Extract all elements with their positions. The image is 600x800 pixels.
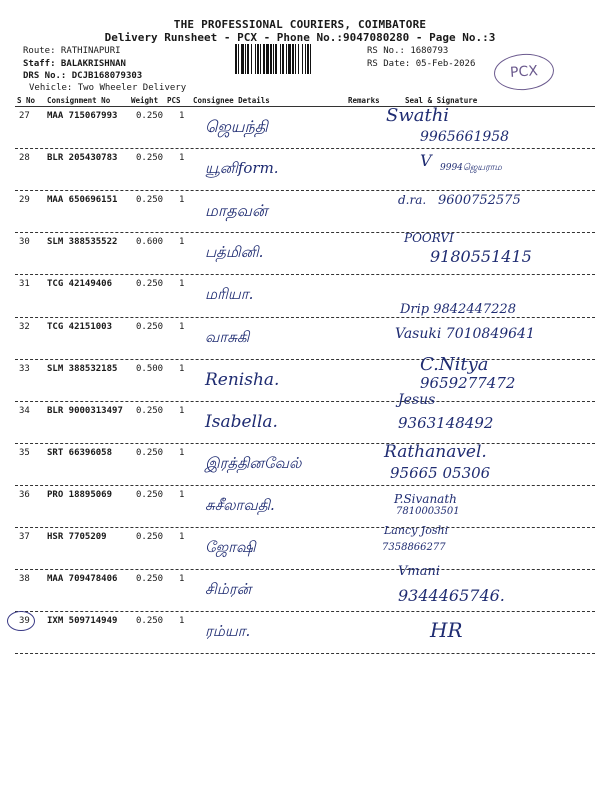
weight: 0.250 xyxy=(136,153,164,164)
row-separator xyxy=(15,653,595,654)
weight: 0.250 xyxy=(136,532,164,542)
signature: Drip 9842447228 xyxy=(400,301,516,317)
signature-phone: 9363148492 xyxy=(398,413,494,432)
pieces: 1 xyxy=(179,279,185,290)
table-row xyxy=(15,612,595,654)
consignee-name: மரியா. xyxy=(205,285,254,304)
table-row xyxy=(15,107,595,149)
table-row xyxy=(15,486,595,528)
serial-number: 28 xyxy=(19,153,30,164)
table-row xyxy=(15,149,595,191)
consignee-name: இரத்தினவேல் xyxy=(205,453,302,472)
serial-number: 37 xyxy=(19,532,30,542)
rs-date: RS Date: 05-Feb-2026 xyxy=(367,58,476,69)
table-row xyxy=(15,391,595,444)
pieces: 1 xyxy=(179,532,185,542)
serial-number: 35 xyxy=(19,447,30,458)
consignment-number: IXM 509714949 xyxy=(47,616,118,627)
weight: 0.250 xyxy=(136,321,164,332)
company-title: THE PROFESSIONAL COURIERS, COIMBATORE xyxy=(173,18,427,31)
col-sno: S No xyxy=(17,96,36,105)
row-39-circle-mark xyxy=(7,611,35,631)
signature: d.ra. xyxy=(398,193,427,208)
pieces: 1 xyxy=(179,489,185,500)
serial-number: 36 xyxy=(19,489,30,500)
serial-number: 27 xyxy=(19,111,30,121)
barcode xyxy=(235,44,363,74)
signature-phone: 7810003501 xyxy=(396,505,460,517)
vehicle-label: Vehicle: Two Wheeler Delivery xyxy=(29,83,187,93)
signature: V xyxy=(420,151,432,171)
table-row xyxy=(15,233,595,275)
route-label: Route: RATHINAPURI xyxy=(23,46,121,56)
serial-number: 30 xyxy=(19,237,30,248)
drs-label: DRS No.: DCJB168079303 xyxy=(23,71,143,81)
weight: 0.250 xyxy=(136,405,164,416)
col-seal: Seal & Signature xyxy=(405,96,478,105)
signature: POORVI xyxy=(404,231,454,246)
table-row xyxy=(15,191,595,233)
rs-number: RS No.: 1680793 xyxy=(367,46,449,56)
consignee-name: சுசீலாவதி. xyxy=(205,495,275,514)
serial-number: 33 xyxy=(19,363,30,374)
pieces: 1 xyxy=(179,195,185,206)
pieces: 1 xyxy=(179,153,185,164)
signature-phone: 9344465746. xyxy=(398,586,505,606)
consignee-name: ஜோஷி xyxy=(205,538,256,556)
table-row xyxy=(15,353,595,402)
signature-phone: 9600752575 xyxy=(438,193,521,209)
consignment-number: SRT 66396058 xyxy=(47,447,113,458)
signature: Lancy Joshi xyxy=(384,524,449,537)
consignee-name: Renisha. xyxy=(205,369,280,390)
signature: Vmani xyxy=(398,564,440,580)
signature-phone: 9180551415 xyxy=(430,247,532,267)
consignment-number: BLR 205430783 xyxy=(47,153,118,164)
signature-phone: Vasuki 7010849641 xyxy=(395,325,535,342)
consignee-name: ஜெயந்தி xyxy=(205,117,268,136)
weight: 0.250 xyxy=(136,616,164,627)
consignment-number: TCG 42151003 xyxy=(47,321,113,332)
signature: C.Nitya xyxy=(420,353,489,375)
runsheet-title: Delivery Runsheet - PCX - Phone No.:9047080280 - Page No.:3 xyxy=(104,31,496,44)
signature-phone: 7358866277 xyxy=(382,542,446,553)
weight: 0.500 xyxy=(136,363,164,374)
pieces: 1 xyxy=(179,237,185,248)
consignment-number: HSR 7705209 xyxy=(47,532,107,542)
signature: Jesus xyxy=(398,391,436,408)
consignment-number: TCG 42149406 xyxy=(47,279,113,290)
signature-phone: 9994ஜெயராம xyxy=(440,163,502,174)
signature: HR xyxy=(430,618,463,643)
pieces: 1 xyxy=(179,405,185,416)
consignment-number: MAA 709478406 xyxy=(47,574,118,585)
consignment-number: SLM 388532185 xyxy=(47,363,118,374)
pieces: 1 xyxy=(179,111,185,121)
signature: Swathi xyxy=(386,105,450,126)
col-remarks: Remarks xyxy=(348,96,380,105)
pieces: 1 xyxy=(179,447,185,458)
table-row xyxy=(15,441,595,486)
route-info xyxy=(23,45,142,83)
consignment-number: BLR 9000313497 xyxy=(47,405,123,416)
weight: 0.250 xyxy=(136,447,164,458)
table-row xyxy=(15,564,595,612)
consignment-number: MAA 650696151 xyxy=(47,195,118,206)
serial-number: 39 xyxy=(19,616,30,627)
rs-info xyxy=(367,45,475,70)
consignee-name: சிம்ரன் xyxy=(205,580,252,599)
col-weight: Weight xyxy=(131,96,159,105)
col-pcs: PCS xyxy=(167,96,181,105)
weight: 0.250 xyxy=(136,195,164,206)
serial-number: 31 xyxy=(19,279,30,290)
col-consignment: Consignment No xyxy=(47,96,111,105)
consignment-number: SLM 388535522 xyxy=(47,237,118,248)
pieces: 1 xyxy=(179,574,185,585)
pieces: 1 xyxy=(179,616,185,627)
table-row xyxy=(15,524,595,570)
weight: 0.250 xyxy=(136,574,164,585)
serial-number: 38 xyxy=(19,574,30,585)
col-consignee: Consignee Details xyxy=(193,96,270,105)
consignment-number: MAA 715067993 xyxy=(47,111,118,121)
staff-label: Staff: BALAKRISHNAN xyxy=(23,58,126,69)
consignee-name: Isabella. xyxy=(205,411,278,432)
weight: 0.250 xyxy=(136,279,164,290)
table-row xyxy=(15,301,595,360)
consignee-name: ரம்யா. xyxy=(205,622,251,641)
weight: 0.600 xyxy=(136,237,164,248)
serial-number: 29 xyxy=(19,195,30,206)
weight: 0.250 xyxy=(136,111,164,121)
serial-number: 34 xyxy=(19,405,30,416)
weight: 0.250 xyxy=(136,489,164,500)
pieces: 1 xyxy=(179,321,185,332)
signature: Rathanavel. xyxy=(384,441,487,462)
serial-number: 32 xyxy=(19,321,30,332)
consignee-name: யூனிform. xyxy=(205,159,279,178)
signature-phone: 95665 05306 xyxy=(390,463,491,482)
signature-phone: 9659277472 xyxy=(420,373,516,392)
signature: P.Sivanath xyxy=(394,491,457,506)
pcx-stamp: PCX xyxy=(493,52,555,92)
signature-phone: 9965661958 xyxy=(420,129,510,145)
consignment-number: PRO 18895069 xyxy=(47,489,113,500)
consignee-name: வாசுகி xyxy=(205,327,250,346)
consignee-name: பத்மினி. xyxy=(205,243,264,262)
consignee-name: மாதவன் xyxy=(205,201,268,221)
pieces: 1 xyxy=(179,363,185,374)
